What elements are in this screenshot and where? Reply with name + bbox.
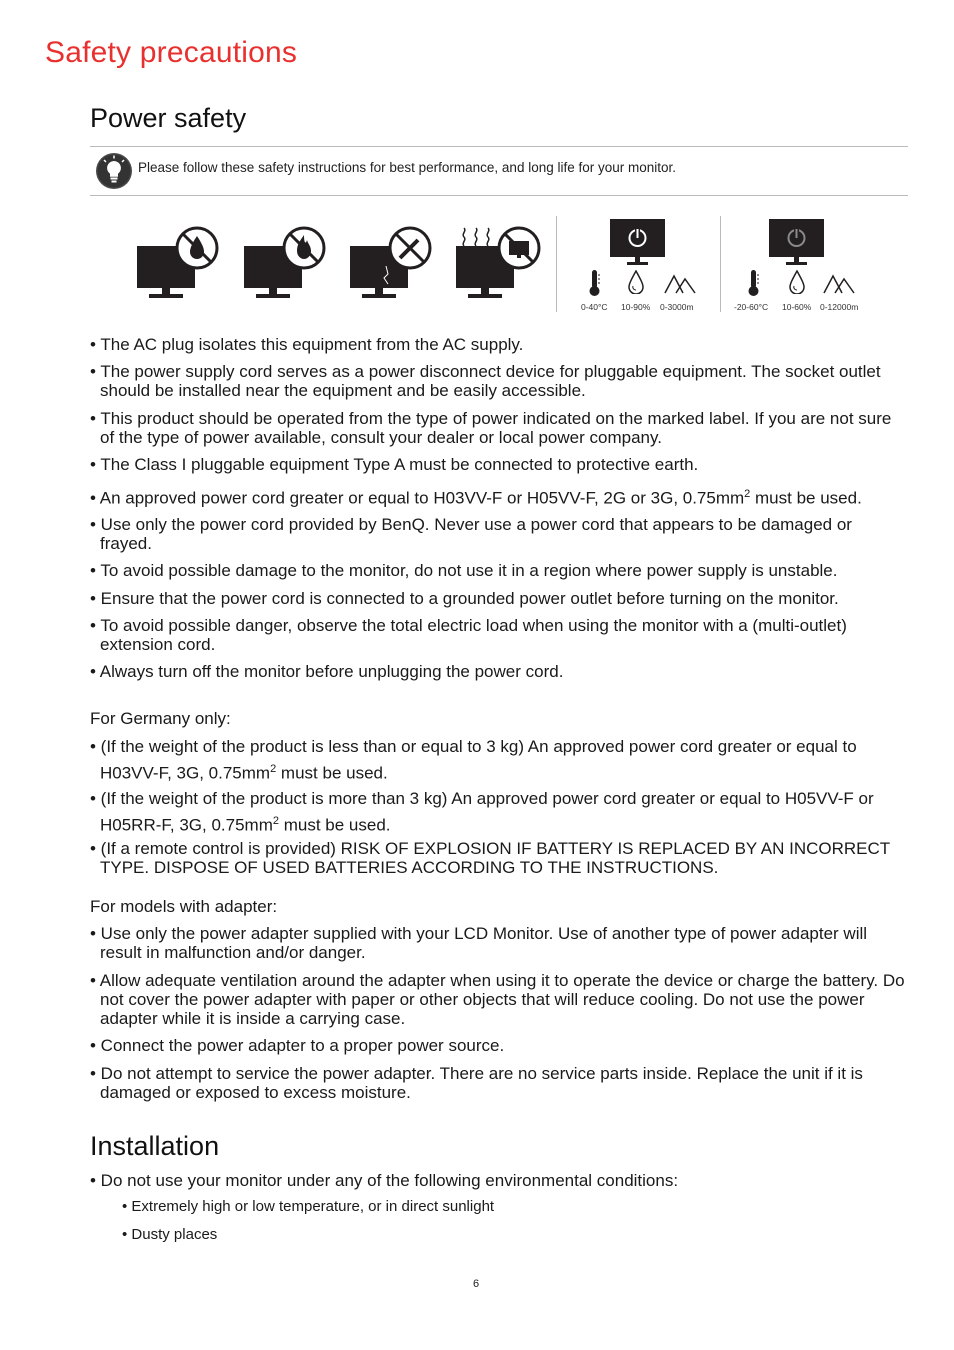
page-number: 6 <box>473 1278 480 1290</box>
bullet-item: • Do not attempt to service the power adapter. There are no service parts inside. Replace the unit if it is damaged or exposed to excess moisture. <box>90 1064 863 1102</box>
bullet-item: • The AC plug isolates this equipment from the AC supply. <box>90 335 524 354</box>
bullet-item: • Always turn off the monitor before unplugging the power cord. <box>90 662 564 681</box>
altitude-mountain-icon <box>823 274 855 294</box>
bullet-text: • (If a remote control is provided) RISK OF EXPLOSION IF BATTERY IS REPLACED BY AN INCORRECT TYPE. DISPOSE OF USED BATTERIES ACCORDING TO THE INSTRUCTIONS. <box>90 839 890 877</box>
bullet-item: • Use only the power cord provided by BenQ. Never use a power cord that appears to be damaged or frayed. <box>90 515 852 553</box>
no-disassembly-monitor-icon <box>348 226 433 301</box>
bullet-item <box>90 788 908 837</box>
superscript: 2 <box>744 488 751 500</box>
storage-humidity: 10-60% <box>782 302 812 312</box>
no-water-monitor-icon <box>135 226 220 301</box>
operating-humidity: 10-90% <box>621 302 651 312</box>
storage-altitude: 0-12000m <box>820 302 859 312</box>
bullet-item: • The Class I pluggable equipment Type A must be connected to protective earth. <box>90 455 699 474</box>
thermometer-icon <box>588 269 601 297</box>
humidity-drop-icon <box>628 270 644 294</box>
no-fire-monitor-icon <box>242 226 327 301</box>
section-heading-power-safety: Power safety <box>90 103 247 133</box>
safety-pictograms <box>90 214 908 316</box>
bullet-item: • To avoid possible danger, observe the total electric load when using the monitor with a (multi-outlet) extension cord. <box>90 616 847 654</box>
bullet-item: • Ensure that the power cord is connected to a grounded power outlet before turning on the monitor. <box>90 589 839 608</box>
adapter-label: For models with adapter: <box>90 897 278 916</box>
page-title: Safety precautions <box>45 36 298 69</box>
power-off-monitor-icon <box>769 219 824 267</box>
note-box <box>90 146 908 196</box>
humidity-drop-icon <box>789 270 805 294</box>
operating-altitude: 0-3000m <box>660 302 694 312</box>
bullet-item: • To avoid possible damage to the monitor, do not use it in a region where power supply is unstable. <box>90 561 838 580</box>
operating-temperature: 0-40°C <box>581 302 608 312</box>
bullet-item: • Connect the power adapter to a proper power source. <box>90 1036 505 1055</box>
bullet-text: must be used. <box>279 815 391 835</box>
bullet-text: • (If the weight of the product is less than or equal to 3 kg) An approved power cord greater or equal to H03VV-F, 3G, 0.75mm <box>90 737 857 783</box>
bullet-item: • This product should be operated from the type of power indicated on the marked label. If you are not sure of the type of power available, consult your dealer or local power company. <box>90 409 892 447</box>
bullet-item: • Allow adequate ventilation around the adapter when using it to operate the device or charge the battery. Do not cover the power adapter with paper or other objects that will reduce cooling. Do not use the power adapter while it is inside a carrying case. <box>90 971 905 1028</box>
superscript: 2 <box>272 815 280 827</box>
bullet-text: • (If the weight of the product is more than 3 kg) An approved power cord greater or equal to H05VV-F or H05RR-F, 3G, 0.75mm <box>90 789 874 835</box>
bullet-item: • Use only the power adapter supplied with your LCD Monitor. Use of another type of power adapter will result in malfunction and/or danger. <box>90 924 868 962</box>
bullet-text: must be used. <box>276 763 388 783</box>
bullet-item <box>90 839 908 877</box>
bullet-item <box>90 736 908 785</box>
bullet-text: must be used. <box>750 488 862 508</box>
altitude-mountain-icon <box>664 274 696 294</box>
no-heat-monitor-icon <box>454 224 544 301</box>
sub-bullet-item: • Extremely high or low temperature, or in direct sunlight <box>122 1198 495 1215</box>
lightbulb-icon <box>95 152 133 190</box>
section-heading-installation: Installation <box>90 1131 220 1161</box>
power-on-monitor-icon <box>610 219 665 267</box>
divider <box>720 216 721 312</box>
bullet-item: • Do not use your monitor under any of the following environmental conditions: <box>90 1171 679 1190</box>
storage-temperature: -20-60°C <box>734 302 769 312</box>
thermometer-icon <box>747 269 760 297</box>
germany-label: For Germany only: <box>90 709 231 728</box>
sub-bullet-item: • Dusty places <box>122 1226 218 1243</box>
note-text: Please follow these safety instructions for best performance, and long life for your monitor. <box>138 160 677 175</box>
bullet-item <box>90 485 908 508</box>
superscript: 2 <box>270 763 277 775</box>
bullet-text: • An approved power cord greater or equal to H03VV-F or H05VV-F, 2G or 3G, 0.75mm <box>90 488 745 508</box>
divider <box>556 216 557 312</box>
bullet-item: • The power supply cord serves as a power disconnect device for pluggable equipment. The socket outlet should be installed near the equipment and be easily accessible. <box>90 362 881 400</box>
